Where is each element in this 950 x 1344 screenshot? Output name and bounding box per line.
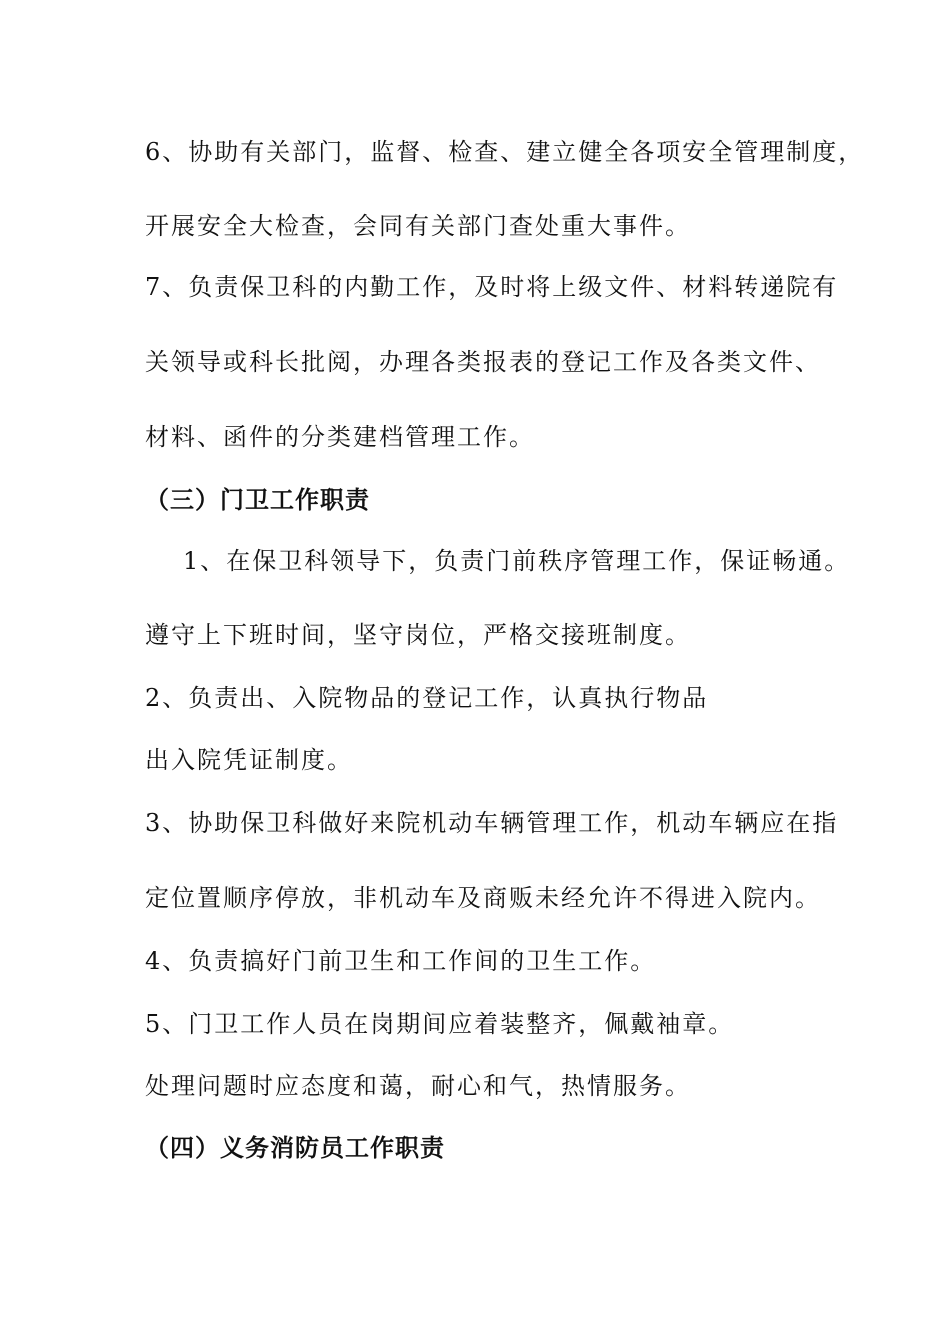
paragraph-line: 7、负责保卫科的内勤工作，及时将上级文件、材料转递院有 xyxy=(145,273,839,301)
paragraph-line: 4、负责搞好门前卫生和工作间的卫生工作。 xyxy=(145,947,657,975)
paragraph-line: 关领导或科长批阅，办理各类报表的登记工作及各类文件、 xyxy=(145,348,821,376)
section-heading: （四）义务消防员工作职责 xyxy=(145,1134,445,1162)
paragraph-line: 2、负责出、入院物品的登记工作，认真执行物品 xyxy=(145,684,709,712)
paragraph-line: 遵守上下班时间，坚守岗位，严格交接班制度。 xyxy=(145,621,691,649)
paragraph-line: 3、协助保卫科做好来院机动车辆管理工作，机动车辆应在指 xyxy=(145,809,839,837)
paragraph-line: 5、门卫工作人员在岗期间应着装整齐，佩戴袖章。 xyxy=(145,1010,735,1038)
paragraph-line: 出入院凭证制度。 xyxy=(145,746,353,774)
paragraph-line: 1、在保卫科领导下，负责门前秩序管理工作，保证畅通。 xyxy=(183,547,851,575)
paragraph-line: 6、协助有关部门，监督、检查、建立健全各项安全管理制度， xyxy=(145,138,865,166)
paragraph-line: 处理问题时应态度和蔼，耐心和气，热情服务。 xyxy=(145,1072,691,1100)
paragraph-line: 定位置顺序停放，非机动车及商贩未经允许不得进入院内。 xyxy=(145,884,821,912)
paragraph-line: 材料、函件的分类建档管理工作。 xyxy=(145,423,535,451)
paragraph-line: 开展安全大检查，会同有关部门查处重大事件。 xyxy=(145,212,691,240)
section-heading: （三）门卫工作职责 xyxy=(145,486,370,514)
